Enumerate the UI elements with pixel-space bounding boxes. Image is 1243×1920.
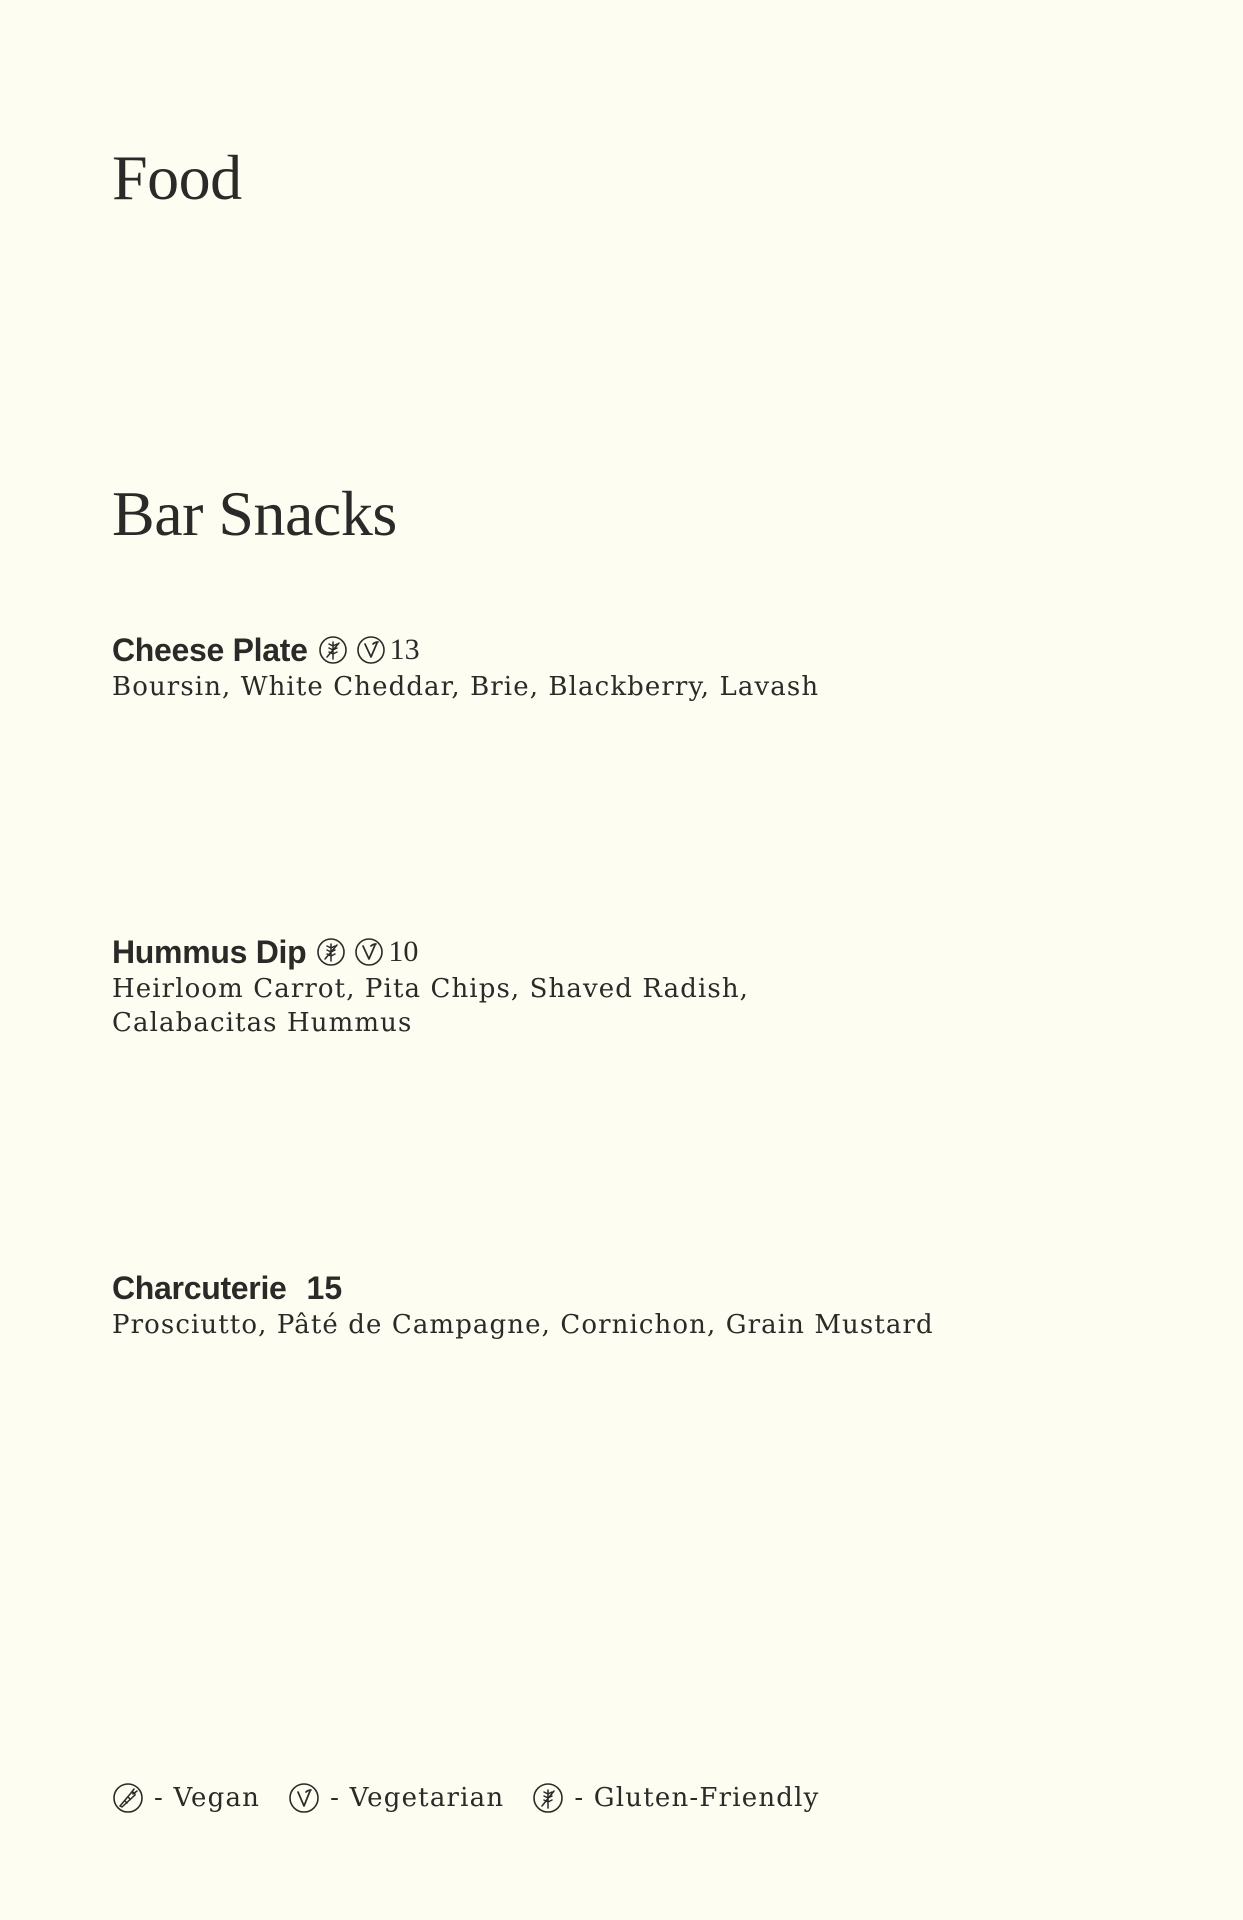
- gluten-friendly-icon: [316, 937, 346, 967]
- gluten-friendly-icon: [318, 635, 348, 665]
- menu-item-hummus-dip: [112, 932, 1012, 1040]
- page-title: Food: [112, 142, 242, 213]
- menu-item-price: 15: [306, 1270, 343, 1306]
- vegetarian-icon: [354, 937, 384, 967]
- vegan-carrot-icon: [112, 1782, 144, 1814]
- gluten-friendly-icon: [532, 1782, 564, 1814]
- legend-label: - Vegan: [154, 1783, 261, 1813]
- dietary-legend: [112, 1778, 848, 1818]
- menu-item-cheese-plate: [112, 630, 1012, 704]
- menu-item-charcuterie: [112, 1268, 1012, 1342]
- menu-item-name: Hummus Dip: [112, 934, 307, 970]
- vegetarian-icon: [356, 635, 386, 665]
- vegetarian-icon: [288, 1782, 320, 1814]
- menu-item-header: [112, 1268, 1012, 1308]
- menu-item-price: 10: [388, 935, 419, 968]
- legend-entry-vegetarian: [288, 1778, 504, 1818]
- legend-entry-gluten-friendly: [532, 1778, 819, 1818]
- menu-item-name: Cheese Plate: [112, 632, 308, 668]
- menu-item-description: [112, 972, 1012, 1040]
- menu-item-description-line: Calabacitas Hummus: [112, 1008, 413, 1038]
- menu-item-name: Charcuterie: [112, 1270, 287, 1306]
- menu-item-description: Prosciutto, Pâté de Campagne, Cornichon, Grain Mustard: [112, 1310, 934, 1340]
- menu-item-description-line: Heirloom Carrot, Pita Chips, Shaved Radish,: [112, 974, 750, 1004]
- menu-item-description: Boursin, White Cheddar, Brie, Blackberry, Lavash: [112, 672, 820, 702]
- legend-entry-vegan: [112, 1778, 260, 1818]
- section-title: Bar Snacks: [112, 478, 397, 549]
- menu-item-header: [112, 630, 1012, 670]
- legend-label: - Vegetarian: [330, 1783, 505, 1813]
- legend-label: - Gluten-Friendly: [574, 1783, 820, 1813]
- menu-item-price: 13: [389, 633, 420, 666]
- menu-item-header: [112, 932, 1012, 972]
